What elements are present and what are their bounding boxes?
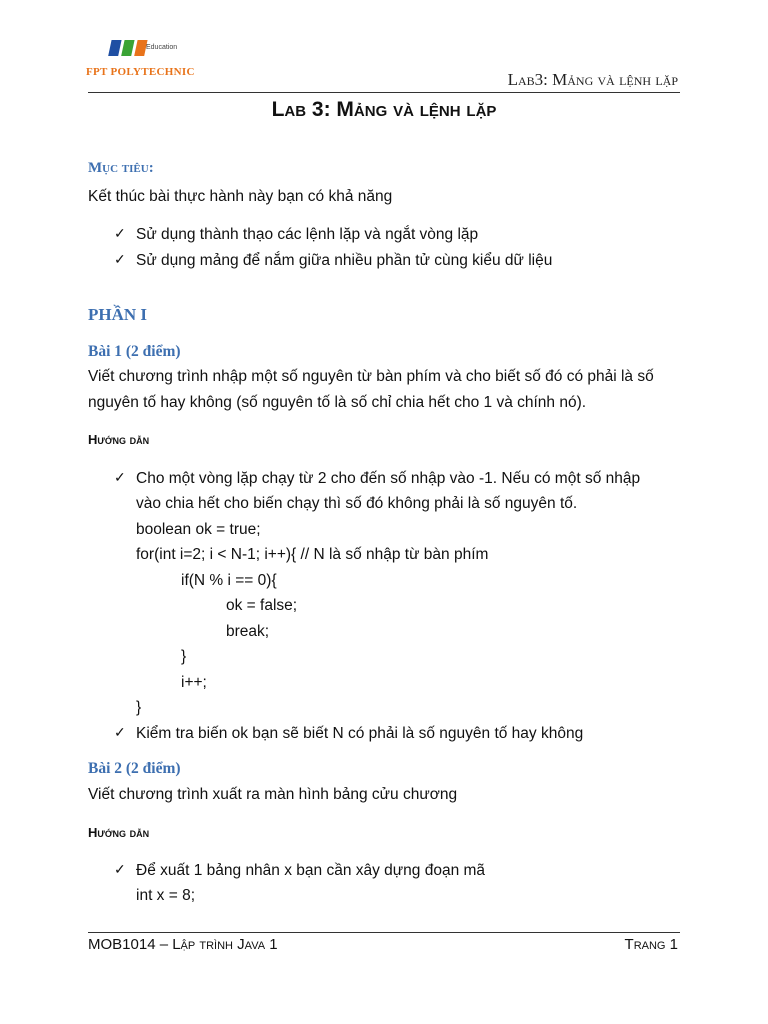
- exercise-1-heading: Bài 1 (2 điểm): [88, 343, 181, 360]
- checkmark-icon: ✓: [114, 724, 126, 740]
- checkmark-icon: ✓: [114, 469, 126, 485]
- part-heading: PHẦN I: [88, 305, 148, 324]
- checkmark-icon: ✓: [114, 861, 126, 877]
- exercise-2-guide-heading: Hướng dẫn: [88, 825, 150, 840]
- footer-page-text: Trang 1: [624, 936, 678, 953]
- exercise-1-guide-heading: Hướng dẫn: [88, 432, 150, 447]
- objectives-heading: Mục tiêu:: [88, 160, 154, 176]
- code-line: i++;: [181, 674, 207, 691]
- code-line: if(N % i == 0){: [181, 572, 277, 589]
- footer-divider: [88, 932, 680, 933]
- code-line: int x = 8;: [136, 887, 196, 904]
- running-header-text: Lab3: Mảng và lệnh lặp: [507, 70, 678, 89]
- code-line: ok = false;: [226, 597, 298, 614]
- checkmark-icon: ✓: [114, 251, 126, 267]
- exercise-2-heading: Bài 2 (2 điểm): [88, 760, 181, 777]
- guide-item: Để xuất 1 bảng nhân x bạn cần xây dựng đoạn mã: [136, 862, 486, 879]
- logo-education-text: Education: [146, 44, 178, 51]
- objective-item: Sử dụng thành thạo các lệnh lặp và ngắt vòng lặp: [136, 226, 479, 243]
- objectives-intro: Kết thúc bài thực hành này bạn có khả năng: [88, 188, 393, 205]
- guide-item-line-2: vào chia hết cho biến chạy thì số đó không phải là số nguyên tố.: [136, 495, 578, 512]
- code-line: }: [136, 699, 142, 716]
- page-title: [0, 98, 768, 122]
- fpt-polytechnic-logo: [86, 38, 216, 84]
- footer-course-text: MOB1014 – Lập trình Java 1: [88, 936, 278, 953]
- footer-course: [88, 936, 278, 953]
- checkmark-icon: ✓: [114, 225, 126, 241]
- code-line: boolean ok = true;: [136, 521, 261, 538]
- footer-page-number: [625, 936, 678, 953]
- exercise-1-text-line-2: nguyên tố hay không (số nguyên tố là số chỉ chia hết cho 1 và chính nó).: [88, 394, 587, 411]
- running-header-title: [508, 70, 678, 90]
- guide-item: Kiểm tra biến ok bạn sẽ biết N có phải là số nguyên tố hay không: [136, 725, 584, 742]
- page-title-text: Lab 3: Mảng và lệnh lặp: [271, 98, 497, 121]
- guide-item-line-1: Cho một vòng lặp chạy từ 2 cho đến số nhập vào -1. Nếu có một số nhập: [136, 470, 641, 487]
- logo-polytechnic-text: FPT POLYTECHNIC: [86, 66, 195, 78]
- exercise-1-text-line-1: Viết chương trình nhập một số nguyên từ bàn phím và cho biết số đó có phải là số: [88, 368, 654, 385]
- header-divider: [88, 92, 680, 93]
- exercise-2-text: Viết chương trình xuất ra màn hình bảng cửu chương: [88, 786, 458, 803]
- code-line: for(int i=2; i < N-1; i++){ // N là số nhập từ bàn phím: [136, 546, 489, 563]
- code-line: }: [181, 648, 187, 665]
- code-line: break;: [226, 623, 270, 640]
- objective-item: Sử dụng mảng để nắm giữa nhiều phần tử cùng kiểu dữ liệu: [136, 252, 553, 269]
